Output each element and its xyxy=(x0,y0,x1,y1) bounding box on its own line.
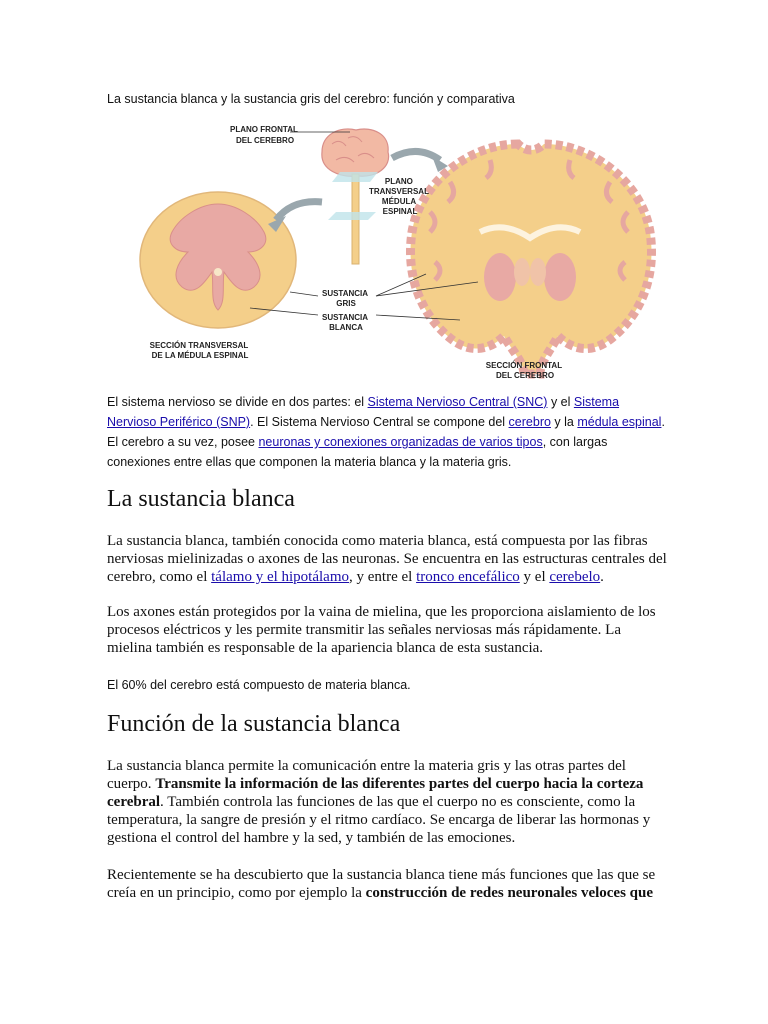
spinal-cord-section xyxy=(140,192,296,328)
arrow-to-spinal-icon xyxy=(276,202,322,220)
intro-text: El sistema nervioso se divide en dos partes: el xyxy=(107,395,368,409)
link-snp[interactable]: Sistema Nervioso Periférico (SNP) xyxy=(107,395,620,429)
intro-text: . El cerebro a su vez, posee xyxy=(107,415,665,449)
paragraph-text: y el xyxy=(519,569,550,585)
paragraph-recientemente xyxy=(107,866,667,902)
paragraph-text: La sustancia blanca, también conocida como materia blanca, está compuesta por las fibras nerviosas mielinizadas o axones de las neuronas. Se encuentra en las estructuras centrales del cerebro, como el xyxy=(107,533,667,585)
paragraph-bold-text: Transmite la información de las diferentes partes del cuerpo hacia la corteza cerebral xyxy=(107,776,644,810)
label-seccion-transversal: SECCIÓN TRANSVERSAL DE LA MÉDULA ESPINAL xyxy=(149,341,249,360)
arrow-to-brain-icon xyxy=(392,151,440,160)
paragraph-text: . xyxy=(600,569,604,585)
intro-text: . El Sistema Nervioso Central se compone del xyxy=(250,415,509,429)
link-medula-espinal[interactable]: médula espinal xyxy=(577,415,662,429)
label-seccion-frontal: SECCIÓN FRONTAL DEL CEREBRO xyxy=(485,361,562,380)
intro-text: , con largas conexiones entre ellas que componen la materia blanca y la materia gris. xyxy=(107,435,608,469)
intro-text: y la xyxy=(550,415,578,429)
paragraph-composicion xyxy=(107,532,667,586)
paragraph-text: Recientemente se ha descubierto que la sustancia blanca tiene más funciones que las que se creía en un principio, como por ejemplo la xyxy=(107,867,656,901)
link-tronco-encefalico[interactable]: tronco encefálico xyxy=(416,569,520,585)
section-heading-funcion: Función de la sustancia blanca xyxy=(107,711,401,737)
brain-figure xyxy=(100,112,660,384)
label-plano-frontal: PLANO FRONTAL DEL CEREBRO xyxy=(230,125,298,145)
link-neuronas[interactable]: neuronas y conexiones organizadas de varios tipos xyxy=(258,435,543,449)
paragraph-mielina: Los axones están protegidos por la vaina de mielina, que les proporciona aislamiento de los procesos eléctricos y les permite transmitir las señales nerviosas más rápidamente. La mielina también es responsable de la apariencia blanca de esta sustancia. xyxy=(107,604,656,656)
label-sustancia-gris: SUSTANCIA GRIS xyxy=(321,289,368,308)
intro-paragraph xyxy=(107,392,667,472)
paragraph-text: . También controla las funciones de las que el cuerpo no es consciente, como la temperatura, la sangre de presión y el ritmo cardíaco. Se encarga de liberar las hormonas y gestiona el control del hambre y la sed, y también de las emociones. xyxy=(107,794,651,846)
link-talamo[interactable]: tálamo y el hipotálamo xyxy=(211,569,350,585)
paragraph-60-percent: El 60% del cerebro está compuesto de materia blanca. xyxy=(107,678,411,692)
section-heading-sustancia-blanca: La sustancia blanca xyxy=(107,486,295,512)
label-sustancia-blanca: SUSTANCIA BLANCA xyxy=(321,313,368,332)
paragraph-text: La sustancia blanca permite la comunicación entre la materia gris y las otras partes del cuerpo. xyxy=(107,758,626,792)
link-snc[interactable]: Sistema Nervioso Central (SNC) xyxy=(367,395,548,409)
label-plano-transversal: PLANO TRANSVERSAL MÉDULA ESPINAL xyxy=(368,177,429,216)
link-cerebro[interactable]: cerebro xyxy=(508,415,551,429)
frontal-brain-section xyxy=(411,144,652,374)
paragraph-bold-text: construcción de redes neuronales veloces que xyxy=(365,885,654,901)
document-title: La sustancia blanca y la sustancia gris del cerebro: función y comparativa xyxy=(107,92,515,106)
paragraph-funcion xyxy=(107,757,667,847)
link-cerebelo[interactable]: cerebelo xyxy=(549,569,601,585)
mini-brain xyxy=(322,129,389,264)
paragraph-text: , y entre el xyxy=(349,569,417,585)
intro-text: y el xyxy=(547,395,574,409)
